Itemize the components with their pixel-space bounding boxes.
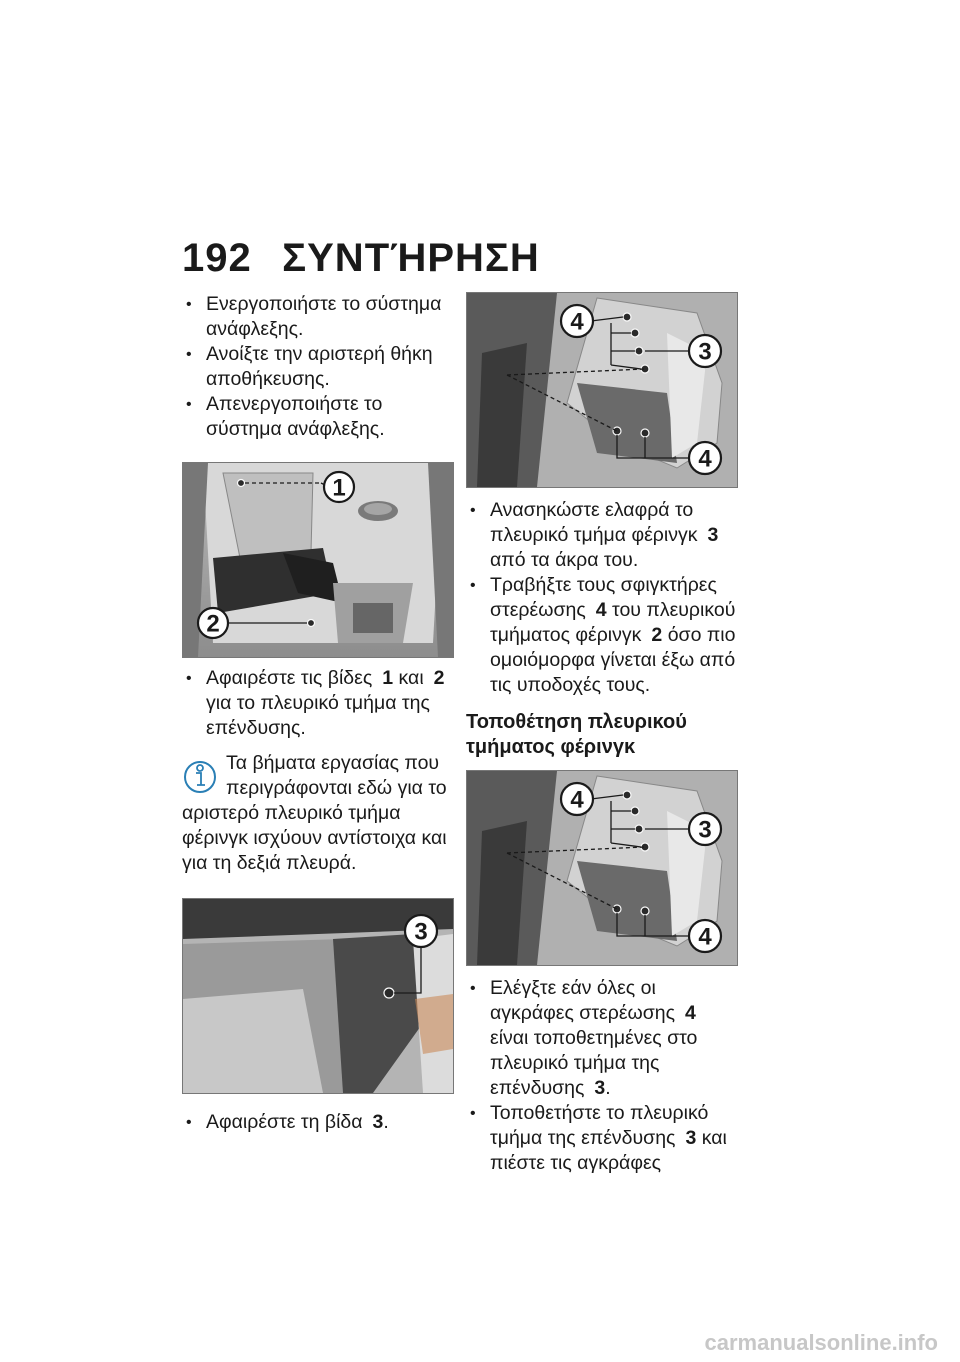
- page-header: [182, 236, 540, 281]
- clip: [631, 329, 639, 337]
- screw-1: [238, 480, 245, 487]
- screw-3: [384, 988, 394, 998]
- list-item-install: • Τοποθετήστε το πλευρικό τμήμα της επένδυσης 3 και πιέστε τις αγκράφες: [466, 1101, 738, 1176]
- info-note: [182, 751, 454, 876]
- callout-4b-label: 4: [698, 445, 712, 473]
- note-text-first: Τα βήματα εργασίας που περιγράφονται εδώ για το: [226, 752, 447, 799]
- callout-3-label: 3: [414, 918, 428, 946]
- callout-4a-label: 4: [570, 308, 584, 336]
- left-column: [182, 292, 454, 1135]
- callout-2-label: 2: [206, 610, 220, 638]
- figure-fairing-install: [466, 770, 738, 966]
- clip: [635, 347, 643, 355]
- clip-4a: [623, 313, 631, 321]
- callout-1-label: 1: [332, 474, 346, 502]
- callout-4a-label: 4: [570, 786, 584, 814]
- callout-4b-label: 4: [698, 923, 712, 951]
- list-item-remove-screw-3: • Αφαιρέστε τη βίδα 3.: [182, 1110, 454, 1135]
- subheading: Τοποθέτηση πλευρικού τμήματος φέρινγκ: [466, 711, 687, 758]
- clip: [631, 807, 639, 815]
- figure-fairing-clips: [466, 292, 738, 488]
- clip-4b: [613, 905, 621, 913]
- callout-3-label: 3: [698, 338, 712, 366]
- section-title: ΣΥΝΤΉΡΗΣΗ: [282, 236, 540, 280]
- list-item-pull: • Τραβήξτε τους σφιγκτήρες στερέωσης 4 του πλευρικού τμήματος φέρινγκ 2 όσο πιο ομοιόμορφα γίνεται έξω από τις υποδοχές τους.: [466, 573, 738, 698]
- watermark: carmanualsonline.info: [704, 1330, 938, 1355]
- callout-3-label: 3: [698, 816, 712, 844]
- list-item: • Απενεργοποιήστε το σύστημα ανάφλεξης.: [182, 392, 454, 442]
- clip: [641, 429, 649, 437]
- page-number: 192: [182, 236, 252, 280]
- list-item: • Ενεργοποιήστε το σύστημα ανάφλεξης.: [182, 292, 454, 342]
- clip: [641, 907, 649, 915]
- clip-4b: [613, 427, 621, 435]
- screw-2: [308, 620, 315, 627]
- info-person-icon: [182, 753, 218, 797]
- list-item-check: • Ελέγξτε εάν όλες οι αγκράφες στερέωσης 4 είναι τοποθετημένες στο πλευρικό τμήμα της επένδυσης 3.: [466, 976, 738, 1101]
- figure-side-panel-screw: [182, 898, 454, 1094]
- list-item-lift: • Ανασηκώστε ελαφρά το πλευρικό τμήμα φέρινγκ 3 από τα άκρα του.: [466, 498, 738, 573]
- list-item-remove-screws: • Αφαιρέστε τις βίδες 1 και 2 για το πλευρικό τμήμα της επένδυσης.: [182, 666, 454, 741]
- clip: [635, 825, 643, 833]
- clip-4a: [623, 791, 631, 799]
- note-text-rest: αριστερό πλευρικό τμήμα φέρινγκ ισχύουν αντίστοιχα και για τη δεξιά πλευρά.: [182, 802, 447, 874]
- figure-storage-compartment: [182, 462, 454, 658]
- list-item: • Ανοίξτε την αριστερή θήκη αποθήκευσης.: [182, 342, 454, 392]
- right-column: [466, 292, 738, 1176]
